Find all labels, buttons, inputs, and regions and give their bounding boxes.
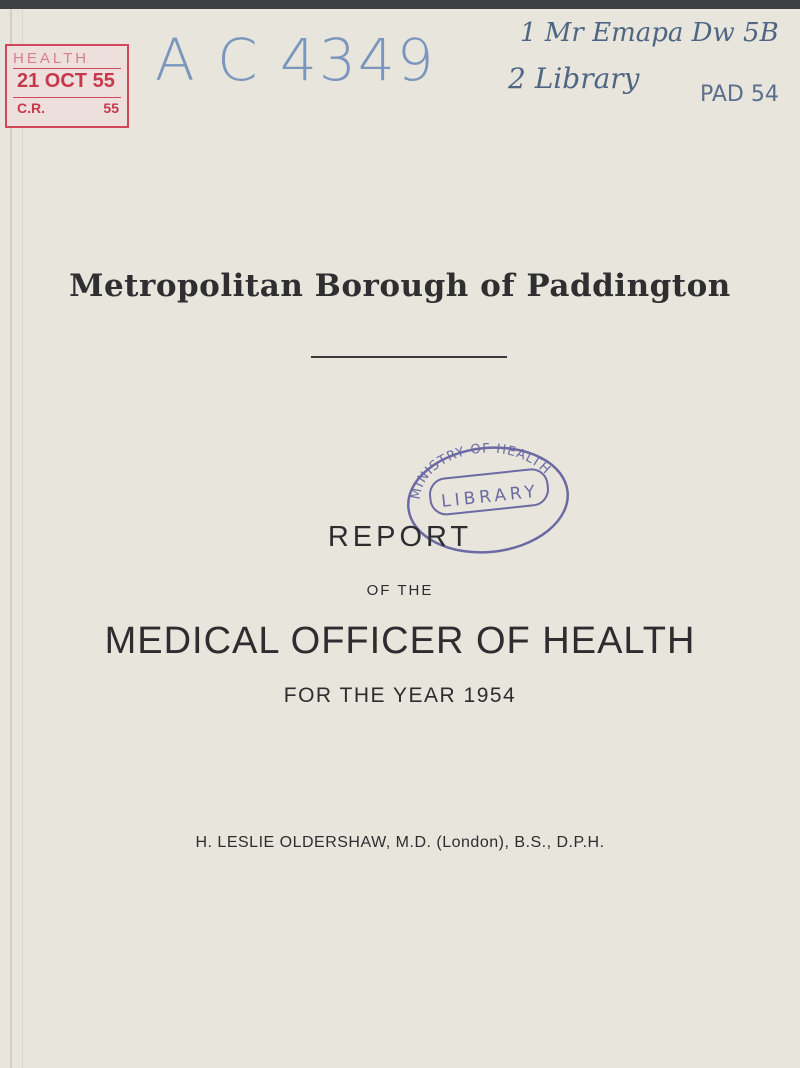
- title-rule: [311, 356, 507, 358]
- stamp-ref: C.R.: [17, 100, 45, 116]
- handwritten-note-1: 1 Mr Emapa Dw 5B: [520, 18, 779, 48]
- report-heading: REPORT: [327, 521, 473, 553]
- stamp-divider: [13, 68, 121, 69]
- stamp-dept: HEALTH: [13, 50, 90, 67]
- borough-title: Metropolitan Borough of Paddington: [69, 268, 731, 304]
- officer-title: MEDICAL OFFICER OF HEALTH: [104, 620, 696, 662]
- handwritten-note-2: 2 Library: [508, 62, 640, 95]
- of-the-text: OF THE: [366, 582, 434, 599]
- library-stamp-center: LIBRARY: [440, 481, 540, 512]
- author-credit: H. LESLIE OLDERSHAW, M.D. (London), B.S., D.P.H.: [195, 834, 605, 851]
- scanner-edge: [0, 0, 800, 9]
- health-received-stamp: [5, 44, 129, 128]
- handwritten-code: PAD 54: [700, 82, 779, 107]
- stamp-date: 21 OCT 55: [17, 70, 115, 92]
- stamp-num: 55: [103, 100, 119, 116]
- accession-number: A C 4349: [155, 26, 436, 94]
- library-stamp-ring: MINISTRY OF HEALTH: [408, 441, 554, 501]
- report-year: FOR THE YEAR 1954: [283, 684, 517, 707]
- stamp-divider: [13, 97, 121, 98]
